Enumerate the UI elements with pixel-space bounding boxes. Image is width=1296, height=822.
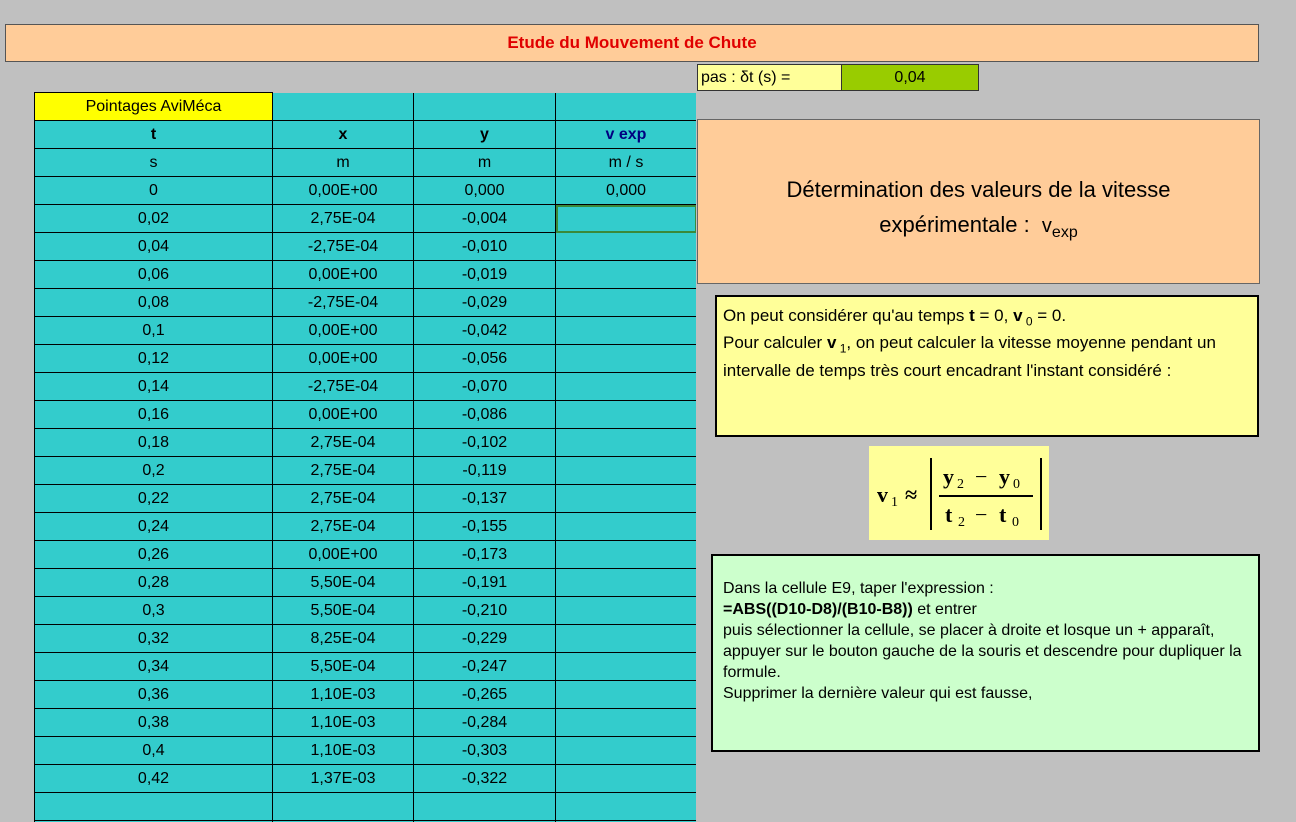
formula-v: v (877, 482, 888, 507)
cell-x[interactable]: 0,00E+00 (273, 177, 414, 205)
cell-t[interactable] (35, 793, 273, 821)
note-fragment: t (969, 306, 975, 325)
table-row (35, 261, 697, 289)
cell-x[interactable]: 5,50E-04 (273, 569, 414, 597)
empty-cell[interactable] (273, 93, 414, 121)
formula-v-sub: 1 (891, 495, 898, 510)
cell-t[interactable]: 0,22 (35, 485, 273, 513)
cell-y[interactable]: -0,137 (414, 485, 556, 513)
header-t[interactable]: t (35, 121, 273, 149)
table-row (35, 205, 697, 233)
formula-minus-top: − (975, 464, 988, 489)
cell-y[interactable]: -0,029 (414, 289, 556, 317)
cell-x[interactable]: 5,50E-04 (273, 653, 414, 681)
cell-x[interactable]: -2,75E-04 (273, 233, 414, 261)
cell-y[interactable]: -0,284 (414, 709, 556, 737)
note-text (723, 578, 1252, 704)
cell-t[interactable]: 0,14 (35, 373, 273, 401)
header-y[interactable]: y (414, 121, 556, 149)
table-row (35, 709, 697, 737)
cell-x[interactable]: 1,10E-03 (273, 737, 414, 765)
cell-t[interactable]: 0,4 (35, 737, 273, 765)
time-step-cells[interactable] (697, 64, 979, 91)
cell-y[interactable]: -0,070 (414, 373, 556, 401)
table-row (35, 625, 697, 653)
table-row (35, 541, 697, 569)
cell-x[interactable]: 1,10E-03 (273, 681, 414, 709)
table-row (35, 569, 697, 597)
note-fragment: Supprimer la dernière valeur qui est fausse, (723, 685, 1033, 702)
cell-v-exp[interactable] (556, 233, 697, 261)
formula-y2-sub: 2 (957, 477, 964, 492)
formula-minus-bottom: − (975, 502, 988, 527)
cell-y[interactable]: -0,229 (414, 625, 556, 653)
empty-cell[interactable] (556, 93, 697, 121)
note-fragment: et entrer (912, 601, 977, 618)
cell-v-exp[interactable] (556, 737, 697, 765)
cell-t[interactable]: 0 (35, 177, 273, 205)
cell-v-exp[interactable] (556, 569, 697, 597)
cell-x[interactable]: -2,75E-04 (273, 373, 414, 401)
cell-v-exp[interactable] (556, 681, 697, 709)
cell-t[interactable]: 0,2 (35, 457, 273, 485)
cell-v-exp[interactable] (556, 401, 697, 429)
cell-v-exp[interactable] (556, 261, 697, 289)
formula-approx: ≈ (905, 482, 918, 507)
cell-t[interactable]: 0,18 (35, 429, 273, 457)
cell-t[interactable]: 0,34 (35, 653, 273, 681)
header-v-exp[interactable]: v exp (556, 121, 697, 149)
cell-y[interactable]: -0,042 (414, 317, 556, 345)
table-row (35, 177, 697, 205)
cell-y[interactable]: -0,322 (414, 765, 556, 793)
note-fragment: v (1013, 306, 1023, 325)
note-fragment: 0 (1022, 314, 1033, 329)
note-fragment: On peut considérer qu'au temps (723, 306, 970, 325)
cell-y[interactable]: -0,102 (414, 429, 556, 457)
cell-t[interactable]: 0,08 (35, 289, 273, 317)
instruction-note-yellow (715, 295, 1259, 437)
note-fragment: = 0, (974, 306, 1014, 325)
cell-v-exp[interactable] (556, 513, 697, 541)
cell-x[interactable] (273, 793, 414, 821)
note-fragment: 1 (836, 341, 847, 356)
table-row (35, 317, 697, 345)
cell-y[interactable]: -0,210 (414, 597, 556, 625)
cell-v-exp[interactable] (556, 289, 697, 317)
cell-t[interactable]: 0,04 (35, 233, 273, 261)
cell-v-exp[interactable] (556, 625, 697, 653)
cell-t[interactable]: 0,24 (35, 513, 273, 541)
cell-x[interactable]: 1,37E-03 (273, 765, 414, 793)
note-fragment: , on peut calculer la vitesse moyenne pendant un intervalle de temps très court encadrant l'instant considéré : (723, 333, 1216, 380)
cell-t[interactable]: 0,38 (35, 709, 273, 737)
cell-v-exp[interactable]: 0,000 (556, 177, 697, 205)
table-row (35, 681, 697, 709)
unit-t[interactable]: s (35, 149, 273, 177)
cell-x[interactable]: 0,00E+00 (273, 261, 414, 289)
cell-v-exp[interactable] (556, 205, 697, 233)
cell-x[interactable]: 0,00E+00 (273, 401, 414, 429)
cell-v-exp[interactable] (556, 317, 697, 345)
cell-t[interactable]: 0,12 (35, 345, 273, 373)
cell-t[interactable]: 0,32 (35, 625, 273, 653)
cell-x[interactable]: 2,75E-04 (273, 513, 414, 541)
time-step-label: pas : δt (s) = (698, 65, 842, 90)
cell-y[interactable]: 0,000 (414, 177, 556, 205)
pointages-label-cell[interactable]: Pointages AviMéca (35, 93, 273, 121)
table-row (35, 233, 697, 261)
cell-t[interactable]: 0,26 (35, 541, 273, 569)
formula-y0: y (999, 464, 1010, 489)
cell-v-exp[interactable] (556, 345, 697, 373)
cell-y[interactable]: -0,303 (414, 737, 556, 765)
cell-y[interactable]: -0,010 (414, 233, 556, 261)
cell-y[interactable]: -0,086 (414, 401, 556, 429)
table-row (35, 513, 697, 541)
unit-v[interactable]: m / s (556, 149, 697, 177)
table-row (35, 737, 697, 765)
cell-y[interactable]: -0,019 (414, 261, 556, 289)
formula-y0-sub: 0 (1013, 477, 1020, 492)
cell-x[interactable]: 8,25E-04 (273, 625, 414, 653)
cell-x[interactable]: 0,00E+00 (273, 345, 414, 373)
info-line-2: expérimentale : $v_{exp}$ (879, 212, 1078, 241)
cell-y[interactable]: -0,155 (414, 513, 556, 541)
unit-y[interactable]: m (414, 149, 556, 177)
table-row (35, 765, 697, 793)
cell-t[interactable]: 0,1 (35, 317, 273, 345)
cell-v-exp[interactable] (556, 653, 697, 681)
note-fragment: =ABS((D10-D8)/(B10-B8)) (723, 601, 913, 618)
cell-x[interactable]: 0,00E+00 (273, 541, 414, 569)
time-step-value[interactable]: 0,04 (842, 65, 978, 90)
table-row (35, 793, 697, 821)
note-fragment: Dans la cellule E9, taper l'expression : (723, 580, 994, 597)
cell-t[interactable]: 0,16 (35, 401, 273, 429)
cell-y[interactable]: -0,247 (414, 653, 556, 681)
velocity-info-box (697, 119, 1260, 284)
cell-t[interactable]: 0,06 (35, 261, 273, 289)
data-table (34, 92, 696, 822)
empty-cell[interactable] (414, 93, 556, 121)
cell-v-exp[interactable] (556, 597, 697, 625)
formula-t0: t (999, 502, 1007, 527)
cell-y[interactable]: -0,056 (414, 345, 556, 373)
table-row (35, 653, 697, 681)
cell-t[interactable]: 0,02 (35, 205, 273, 233)
cell-x[interactable]: 2,75E-04 (273, 429, 414, 457)
cell-v-exp[interactable] (556, 541, 697, 569)
cell-y[interactable]: -0,173 (414, 541, 556, 569)
cell-y[interactable] (414, 793, 556, 821)
cell-x[interactable]: 1,10E-03 (273, 709, 414, 737)
formula-t2-sub: 2 (958, 515, 965, 530)
cell-v-exp[interactable] (556, 765, 697, 793)
note-fragment: = 0. (1032, 306, 1067, 325)
cell-y[interactable]: -0,119 (414, 457, 556, 485)
cell-y[interactable]: -0,004 (414, 205, 556, 233)
note-fragment: Pour calculer (723, 333, 827, 353)
cell-v-exp[interactable] (556, 485, 697, 513)
formula-y2: y (943, 464, 954, 489)
cell-x[interactable]: -2,75E-04 (273, 289, 414, 317)
table-row (35, 597, 697, 625)
table-row (35, 401, 697, 429)
cell-v-exp[interactable] (556, 793, 697, 821)
note-fragment: v (826, 333, 837, 353)
cell-t[interactable]: 0,42 (35, 765, 273, 793)
cell-x[interactable]: 2,75E-04 (273, 205, 414, 233)
unit-x[interactable]: m (273, 149, 414, 177)
info-line-1: Détermination des valeurs de la vitesse (786, 177, 1171, 202)
cell-y[interactable]: -0,265 (414, 681, 556, 709)
cell-t[interactable]: 0,3 (35, 597, 273, 625)
cell-y[interactable]: -0,191 (414, 569, 556, 597)
cell-v-exp[interactable] (556, 429, 697, 457)
table-row (35, 289, 697, 317)
cell-x[interactable]: 0,00E+00 (273, 317, 414, 345)
cell-v-exp[interactable] (556, 373, 697, 401)
velocity-formula (869, 446, 1049, 540)
note-text (723, 305, 1251, 381)
note-fragment: puis sélectionner la cellule, se placer à droite et losque un + apparaît, appuyer sur le bouton gauche de la souris et descendre pour dupliquer la formule. (723, 622, 1242, 681)
cell-t[interactable]: 0,36 (35, 681, 273, 709)
cell-x[interactable]: 2,75E-04 (273, 457, 414, 485)
cell-v-exp[interactable] (556, 457, 697, 485)
table-row (35, 485, 697, 513)
cell-v-exp[interactable] (556, 709, 697, 737)
formula-t0-sub: 0 (1012, 515, 1019, 530)
cell-x[interactable]: 5,50E-04 (273, 597, 414, 625)
sheet-title: Etude du Mouvement de Chute (5, 24, 1259, 62)
instruction-note-green (711, 554, 1260, 752)
cell-x[interactable]: 2,75E-04 (273, 485, 414, 513)
cell-t[interactable]: 0,28 (35, 569, 273, 597)
formula-t2: t (945, 502, 953, 527)
table-row (35, 429, 697, 457)
table-row (35, 457, 697, 485)
table-row (35, 345, 697, 373)
header-x[interactable]: x (273, 121, 414, 149)
table-row (35, 373, 697, 401)
